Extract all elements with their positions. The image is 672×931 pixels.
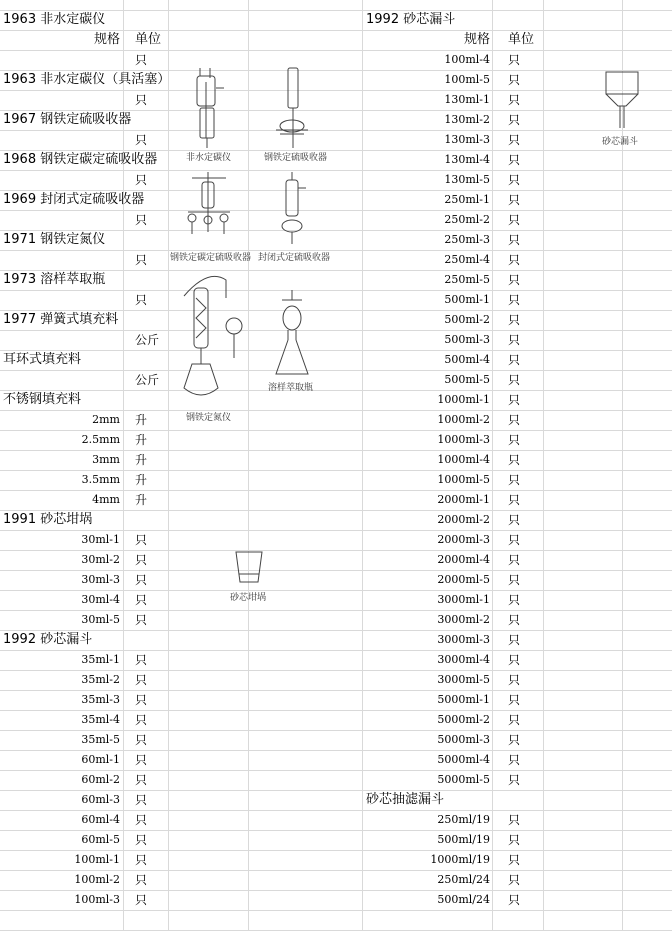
unit-cell[interactable]: 只 (135, 293, 148, 307)
unit-cell[interactable]: 只 (135, 873, 148, 887)
section-heading: 1963 非水定碳仪（具活塞） (3, 72, 171, 87)
unit-cell[interactable]: 只 (135, 893, 148, 907)
spec-cell[interactable]: 60ml-2 (81, 773, 120, 786)
spec-cell[interactable] (0, 0, 120, 10)
spec-cell[interactable]: 250ml-5 (444, 273, 490, 286)
unit-cell[interactable]: 只 (508, 633, 521, 647)
spec-cell[interactable]: 500ml-2 (444, 313, 490, 326)
unit-cell[interactable]: 只 (508, 813, 521, 827)
carbon-analyzer-caption: 非水定碳仪 (186, 153, 232, 163)
unit-cell[interactable]: 升 (135, 493, 148, 507)
spec-cell[interactable]: 500ml-4 (444, 353, 490, 366)
grid-row-line (0, 350, 672, 351)
unit-cell[interactable]: 只 (135, 813, 148, 827)
spec-cell[interactable] (0, 250, 120, 270)
grid-row-line (0, 910, 672, 911)
spec-cell[interactable]: 1000ml-4 (437, 453, 490, 466)
unit-cell[interactable]: 只 (508, 713, 521, 727)
unit-cell[interactable]: 只 (508, 93, 521, 107)
unit-cell[interactable]: 升 (135, 453, 148, 467)
spec-cell[interactable]: 130ml-1 (444, 93, 490, 106)
spec-cell[interactable]: 250ml-4 (444, 253, 490, 266)
spec-cell[interactable]: 3000ml-5 (437, 673, 490, 686)
spec-cell[interactable]: 35ml-1 (81, 653, 120, 666)
unit-cell[interactable]: 只 (508, 113, 521, 127)
spec-cell[interactable]: 3.5mm (81, 473, 120, 486)
unit-cell[interactable]: 只 (508, 533, 521, 547)
spec-cell[interactable] (0, 170, 120, 190)
extraction-flask-caption: 溶样萃取瓶 (268, 383, 314, 393)
section-heading: 1973 溶样萃取瓶 (3, 272, 106, 287)
unit-cell[interactable]: 只 (508, 833, 521, 847)
spec-cell[interactable]: 250ml-2 (444, 213, 490, 226)
closed-sulfur-absorber-illustration (272, 172, 312, 246)
spec-cell[interactable]: 60ml-5 (81, 833, 120, 846)
spec-cell[interactable]: 5000ml-4 (437, 753, 490, 766)
spec-cell[interactable]: 250ml-1 (444, 193, 490, 206)
unit-cell[interactable]: 只 (135, 213, 148, 227)
unit-cell[interactable]: 只 (508, 153, 521, 167)
spec-cell[interactable]: 35ml-3 (81, 693, 120, 706)
extraction-flask-illustration (272, 290, 312, 378)
spec-cell[interactable]: 130ml-5 (444, 173, 490, 186)
carbon-sulfur-absorber-caption: 钢铁定碳定硫吸收器 (170, 253, 252, 263)
spec-cell[interactable]: 130ml-2 (444, 113, 490, 126)
spec-cell[interactable]: 60ml-1 (81, 753, 120, 766)
spec-cell[interactable]: 500ml-3 (444, 333, 490, 346)
spec-cell[interactable]: 4mm (92, 493, 120, 506)
unit-cell[interactable]: 只 (508, 453, 521, 467)
sulfur-absorber-caption: 钢铁定硫吸收器 (264, 153, 328, 163)
spec-column-header[interactable]: 规格 (93, 32, 120, 47)
unit-cell[interactable]: 只 (508, 173, 521, 187)
unit-cell[interactable]: 只 (508, 493, 521, 507)
spec-cell[interactable]: 500ml/24 (437, 893, 490, 906)
spec-cell[interactable]: 35ml-4 (81, 713, 120, 726)
spec-cell[interactable]: 2000ml-1 (437, 493, 490, 506)
unit-cell[interactable]: 只 (135, 253, 148, 267)
unit-cell[interactable]: 只 (508, 353, 521, 367)
spec-cell[interactable]: 2mm (92, 413, 120, 426)
unit-cell[interactable]: 只 (508, 213, 521, 227)
spec-cell[interactable]: 100ml-2 (74, 873, 120, 886)
section-heading: 1991 砂芯坩埚 (3, 512, 93, 527)
grid-column-line (168, 0, 169, 931)
spec-cell[interactable] (362, 0, 490, 10)
unit-column-header[interactable]: 单位 (135, 32, 162, 47)
unit-cell[interactable]: 只 (508, 653, 521, 667)
spec-cell[interactable]: 500ml-5 (444, 373, 490, 386)
spec-cell[interactable]: 3000ml-3 (437, 633, 490, 646)
section-heading: 1977 弹簧式填充料 (3, 312, 119, 327)
carbon-analyzer-illustration (192, 68, 232, 150)
section-heading: 1967 钢铁定硫吸收器 (3, 112, 132, 127)
spec-cell[interactable]: 3000ml-4 (437, 653, 490, 666)
unit-cell[interactable]: 升 (135, 413, 148, 427)
sand-funnel-caption: 砂芯漏斗 (602, 137, 639, 147)
unit-cell[interactable]: 只 (135, 713, 148, 727)
section-heading: 1992 砂芯漏斗 (3, 632, 93, 647)
spec-cell[interactable] (0, 50, 120, 70)
nitrogen-analyzer-illustration (178, 268, 244, 404)
spec-cell[interactable]: 250ml/24 (437, 873, 490, 886)
sand-crucible-caption: 砂芯坩埚 (230, 593, 267, 603)
unit-cell[interactable]: 只 (135, 653, 148, 667)
spec-cell[interactable]: 3mm (92, 453, 120, 466)
unit-cell[interactable]: 只 (135, 53, 148, 67)
spec-cell[interactable]: 2000ml-2 (437, 513, 490, 526)
unit-cell[interactable]: 只 (135, 853, 148, 867)
unit-cell[interactable]: 只 (135, 613, 148, 627)
spec-cell[interactable] (0, 290, 120, 310)
unit-cell[interactable]: 只 (135, 533, 148, 547)
unit-cell[interactable]: 只 (508, 393, 521, 407)
unit-cell[interactable]: 只 (508, 693, 521, 707)
spec-cell[interactable]: 130ml-3 (444, 133, 490, 146)
unit-cell[interactable]: 只 (508, 193, 521, 207)
spec-cell[interactable]: 3000ml-1 (437, 593, 490, 606)
spec-cell[interactable]: 100ml-4 (444, 53, 490, 66)
unit-cell[interactable]: 只 (508, 893, 521, 907)
spec-cell[interactable]: 1000ml-5 (437, 473, 490, 486)
spec-cell[interactable] (0, 370, 120, 390)
spec-cell[interactable]: 30ml-5 (81, 613, 120, 626)
grid-column-line (492, 0, 493, 931)
unit-cell[interactable]: 只 (135, 553, 148, 567)
unit-cell[interactable]: 只 (508, 333, 521, 347)
spec-cell[interactable]: 60ml-4 (81, 813, 120, 826)
unit-cell[interactable]: 只 (508, 853, 521, 867)
unit-cell[interactable]: 公斤 (135, 333, 160, 347)
spec-cell[interactable] (0, 90, 120, 110)
unit-cell[interactable]: 只 (508, 873, 521, 887)
unit-column-header[interactable]: 单位 (508, 32, 535, 47)
spec-cell[interactable] (0, 130, 120, 150)
section-heading: 1968 钢铁定碳定硫吸收器 (3, 152, 158, 167)
spec-cell[interactable] (0, 330, 120, 350)
unit-cell[interactable]: 升 (135, 473, 148, 487)
unit-cell[interactable]: 只 (135, 833, 148, 847)
section-heading: 1963 非水定碳仪 (3, 12, 106, 27)
unit-cell[interactable]: 只 (508, 273, 521, 287)
spec-cell[interactable]: 30ml-2 (81, 553, 120, 566)
spec-cell[interactable]: 2.5mm (81, 433, 120, 446)
carbon-sulfur-absorber-illustration (184, 172, 234, 244)
spec-cell[interactable] (0, 210, 120, 230)
spec-cell[interactable]: 5000ml-2 (437, 713, 490, 726)
spec-cell[interactable]: 2000ml-4 (437, 553, 490, 566)
unit-cell[interactable]: 只 (508, 413, 521, 427)
spec-cell[interactable]: 5000ml-1 (437, 693, 490, 706)
spec-cell[interactable]: 2000ml-5 (437, 573, 490, 586)
unit-cell[interactable]: 只 (508, 313, 521, 327)
sulfur-absorber-illustration (270, 68, 314, 150)
unit-cell[interactable]: 只 (135, 693, 148, 707)
spec-cell[interactable]: 5000ml-5 (437, 773, 490, 786)
grid-row-line (0, 510, 672, 511)
sand-crucible-illustration (234, 550, 264, 584)
spec-cell[interactable]: 60ml-3 (81, 793, 120, 806)
spec-cell[interactable]: 5000ml-3 (437, 733, 490, 746)
unit-cell[interactable]: 只 (135, 733, 148, 747)
spec-cell[interactable]: 35ml-2 (81, 673, 120, 686)
unit-cell[interactable]: 只 (508, 233, 521, 247)
spec-cell[interactable]: 1000ml-1 (437, 393, 490, 406)
section-heading: 耳环式填充料 (3, 352, 82, 367)
unit-cell[interactable]: 只 (508, 373, 521, 387)
spec-cell[interactable]: 500ml/19 (437, 833, 490, 846)
spec-cell[interactable]: 30ml-3 (81, 573, 120, 586)
grid-column-line (543, 0, 544, 931)
unit-cell[interactable]: 只 (508, 773, 521, 787)
unit-cell[interactable]: 只 (508, 733, 521, 747)
unit-cell[interactable]: 只 (135, 173, 148, 187)
unit-cell[interactable]: 只 (508, 513, 521, 527)
unit-cell[interactable]: 只 (135, 573, 148, 587)
unit-cell[interactable]: 只 (508, 613, 521, 627)
nitrogen-analyzer-caption: 钢铁定氮仪 (186, 413, 232, 423)
closed-sulfur-absorber-caption: 封闭式定硫吸收器 (258, 253, 331, 263)
spec-cell[interactable]: 3000ml-2 (437, 613, 490, 626)
unit-cell[interactable]: 只 (508, 573, 521, 587)
unit-cell[interactable]: 只 (135, 793, 148, 807)
sand-funnel-illustration (604, 68, 640, 130)
unit-cell[interactable]: 只 (135, 93, 148, 107)
spec-cell[interactable]: 100ml-1 (74, 853, 120, 866)
unit-cell[interactable]: 只 (508, 73, 521, 87)
section-heading: 砂芯抽滤漏斗 (366, 792, 445, 807)
unit-cell[interactable]: 只 (135, 133, 148, 147)
unit-cell[interactable]: 只 (508, 753, 521, 767)
spec-cell[interactable]: 100ml-5 (444, 73, 490, 86)
unit-cell[interactable]: 升 (135, 433, 148, 447)
unit-cell[interactable]: 只 (508, 673, 521, 687)
section-heading: 不锈钢填充料 (3, 392, 82, 407)
unit-cell[interactable]: 只 (508, 553, 521, 567)
section-heading: 1971 钢铁定氮仪 (3, 232, 106, 247)
unit-cell[interactable]: 只 (508, 433, 521, 447)
unit-cell[interactable]: 公斤 (135, 373, 160, 387)
unit-cell[interactable]: 只 (508, 133, 521, 147)
spec-cell[interactable]: 250ml-3 (444, 233, 490, 246)
spec-cell[interactable]: 130ml-4 (444, 153, 490, 166)
spec-cell[interactable]: 1000ml/19 (430, 853, 490, 866)
unit-cell[interactable]: 只 (508, 53, 521, 67)
unit-cell[interactable]: 只 (135, 593, 148, 607)
section-heading: 1992 砂芯漏斗 (366, 12, 456, 27)
spec-cell[interactable]: 30ml-4 (81, 593, 120, 606)
spec-cell[interactable]: 250ml/19 (437, 813, 490, 826)
grid-row-line (0, 390, 672, 391)
section-heading: 1969 封闭式定硫吸收器 (3, 192, 145, 207)
unit-cell[interactable]: 只 (508, 593, 521, 607)
spec-cell[interactable]: 500ml-1 (444, 293, 490, 306)
grid-column-line (248, 0, 249, 931)
unit-cell[interactable]: 只 (135, 753, 148, 767)
spec-column-header[interactable]: 规格 (463, 32, 490, 47)
spec-cell[interactable]: 100ml-3 (74, 893, 120, 906)
spec-cell[interactable]: 2000ml-3 (437, 533, 490, 546)
grid-column-line (123, 0, 124, 931)
unit-cell[interactable]: 只 (508, 253, 521, 267)
spec-cell[interactable]: 1000ml-2 (437, 413, 490, 426)
spec-cell[interactable]: 35ml-5 (81, 733, 120, 746)
spec-cell[interactable]: 30ml-1 (81, 533, 120, 546)
unit-cell[interactable]: 只 (135, 673, 148, 687)
grid-row-line (0, 630, 672, 631)
unit-cell[interactable]: 只 (135, 773, 148, 787)
unit-cell[interactable]: 只 (508, 293, 521, 307)
spec-cell[interactable]: 1000ml-3 (437, 433, 490, 446)
unit-cell[interactable]: 只 (508, 473, 521, 487)
